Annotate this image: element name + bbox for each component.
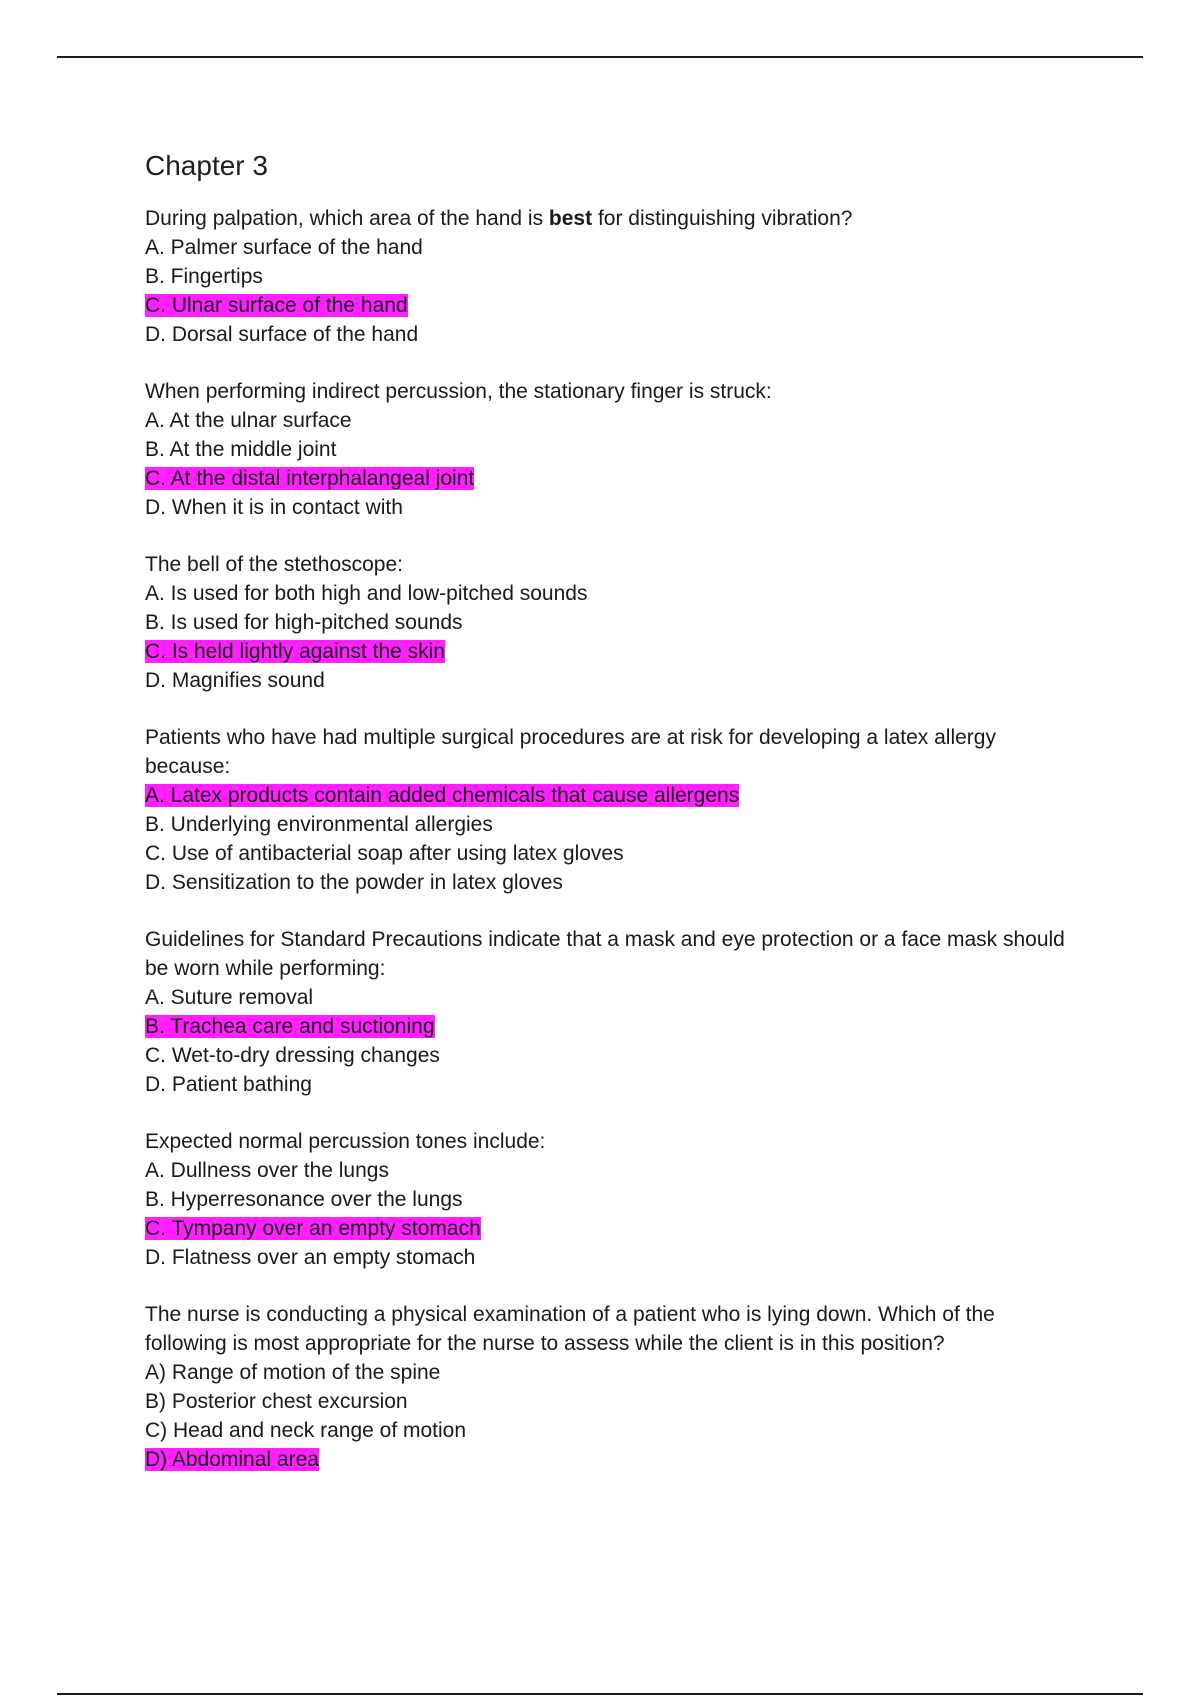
option-text: C. Is held lightly against the skin bbox=[145, 640, 445, 663]
option-text: C. Ulnar surface of the hand bbox=[145, 294, 408, 317]
answer-option bbox=[145, 406, 1065, 435]
question-2 bbox=[145, 377, 1065, 522]
question-text: Guidelines for Standard Precautions indicate that a mask and eye protection or a face mask should be worn while performing: bbox=[145, 928, 1065, 980]
answer-option-highlighted bbox=[145, 637, 1065, 666]
option-text: B. Hyperresonance over the lungs bbox=[145, 1188, 463, 1211]
question-text: Expected normal percussion tones include: bbox=[145, 1130, 546, 1153]
option-text: A. Palmer surface of the hand bbox=[145, 236, 423, 259]
option-text: A. Dullness over the lungs bbox=[145, 1159, 389, 1182]
answer-option bbox=[145, 262, 1065, 291]
option-text: D) Abdominal area bbox=[145, 1448, 319, 1471]
option-text: A. Is used for both high and low-pitched sounds bbox=[145, 582, 588, 605]
option-text: A. Latex products contain added chemicals that cause allergens bbox=[145, 784, 740, 807]
document-body bbox=[145, 146, 1065, 1502]
option-text: D. Flatness over an empty stomach bbox=[145, 1246, 476, 1269]
answer-option bbox=[145, 839, 1065, 868]
answer-option bbox=[145, 1185, 1065, 1214]
option-text: D. Dorsal surface of the hand bbox=[145, 323, 419, 346]
answer-option bbox=[145, 233, 1065, 262]
answer-option-highlighted bbox=[145, 1214, 1065, 1243]
option-text: D. When it is in contact with bbox=[145, 496, 403, 519]
question-text-part: for distinguishing vibration? bbox=[592, 207, 853, 230]
question-5 bbox=[145, 925, 1065, 1099]
question-text: Patients who have had multiple surgical procedures are at risk for developing a latex allergy because: bbox=[145, 726, 996, 778]
answer-option-highlighted bbox=[145, 781, 1065, 810]
chapter-title: Chapter 3 bbox=[145, 150, 268, 181]
option-text: C) Head and neck range of motion bbox=[145, 1419, 467, 1442]
answer-option bbox=[145, 608, 1065, 637]
answer-option bbox=[145, 1156, 1065, 1185]
answer-option bbox=[145, 1387, 1065, 1416]
header-rule bbox=[57, 56, 1143, 58]
option-text: A. At the ulnar surface bbox=[145, 409, 352, 432]
option-text: B. Underlying environmental allergies bbox=[145, 813, 493, 836]
question-7 bbox=[145, 1300, 1065, 1474]
question-1 bbox=[145, 204, 1065, 349]
question-text bbox=[145, 204, 1065, 233]
answer-option-highlighted bbox=[145, 291, 1065, 320]
answer-option bbox=[145, 1416, 1065, 1445]
answer-option bbox=[145, 983, 1065, 1012]
option-text: A) Range of motion of the spine bbox=[145, 1361, 441, 1384]
answer-option bbox=[145, 579, 1065, 608]
answer-option-highlighted bbox=[145, 1445, 1065, 1474]
answer-option-highlighted bbox=[145, 464, 1065, 493]
option-text: C. At the distal interphalangeal joint bbox=[145, 467, 475, 490]
option-text: D. Magnifies sound bbox=[145, 669, 325, 692]
option-text: D. Patient bathing bbox=[145, 1073, 312, 1096]
option-text: C. Use of antibacterial soap after using latex gloves bbox=[145, 842, 624, 865]
question-6 bbox=[145, 1127, 1065, 1272]
option-text: B. Is used for high-pitched sounds bbox=[145, 611, 463, 634]
answer-option bbox=[145, 320, 1065, 349]
answer-option bbox=[145, 1070, 1065, 1099]
answer-option bbox=[145, 493, 1065, 522]
question-text-bold: best bbox=[548, 207, 593, 230]
answer-option bbox=[145, 1358, 1065, 1387]
option-text: B) Posterior chest excursion bbox=[145, 1390, 408, 1413]
answer-option-highlighted bbox=[145, 1012, 1065, 1041]
question-text: When performing indirect percussion, the stationary finger is struck: bbox=[145, 380, 772, 403]
question-4 bbox=[145, 723, 1065, 897]
answer-option bbox=[145, 810, 1065, 839]
answer-option bbox=[145, 868, 1065, 897]
question-3 bbox=[145, 550, 1065, 695]
question-text: The bell of the stethoscope: bbox=[145, 553, 403, 576]
option-text: B. Fingertips bbox=[145, 265, 263, 288]
option-text: D. Sensitization to the powder in latex gloves bbox=[145, 871, 563, 894]
footer-rule bbox=[57, 1693, 1143, 1695]
option-text: C. Wet-to-dry dressing changes bbox=[145, 1044, 440, 1067]
option-text: B. Trachea care and suctioning bbox=[145, 1015, 435, 1038]
answer-option bbox=[145, 666, 1065, 695]
option-text: A. Suture removal bbox=[145, 986, 314, 1009]
answer-option bbox=[145, 1041, 1065, 1070]
answer-option bbox=[145, 1243, 1065, 1272]
question-text: The nurse is conducting a physical examination of a patient who is lying down. Which of the following is most appropriate for the nurse to assess while the client is in this position? bbox=[145, 1303, 995, 1355]
option-text: B. At the middle joint bbox=[145, 438, 337, 461]
answer-option bbox=[145, 435, 1065, 464]
question-text-part: During palpation, which area of the hand is bbox=[145, 207, 549, 230]
option-text: C. Tympany over an empty stomach bbox=[145, 1217, 481, 1240]
